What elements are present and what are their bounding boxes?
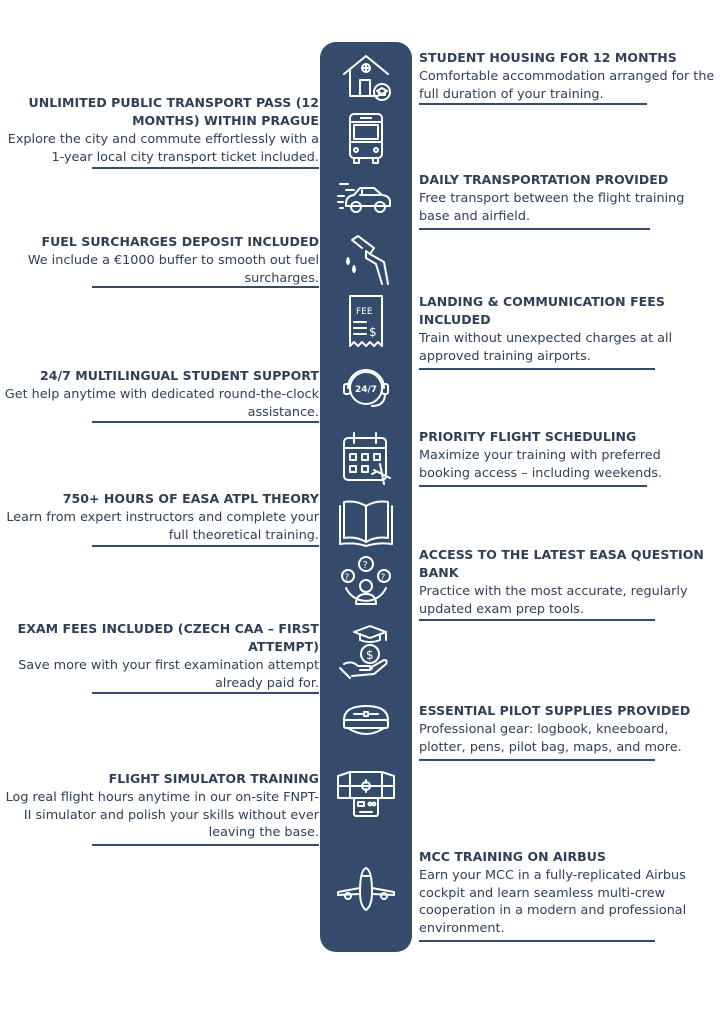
feature-description: Save more with your first examination attempt already paid for. <box>18 658 319 691</box>
feature-fuel-surcharges <box>0 233 319 287</box>
feature-description: Comfortable accommodation arranged for the full duration of your training. <box>419 69 715 102</box>
svg-text:$: $ <box>366 648 374 662</box>
divider <box>419 103 647 105</box>
feature-title: MCC TRAINING ON AIRBUS <box>419 849 606 864</box>
divider <box>92 421 319 423</box>
svg-text:?: ? <box>362 560 368 571</box>
pilot-cap-icon <box>336 690 396 750</box>
feature-title: FUEL SURCHARGES DEPOSIT INCLUDED <box>41 234 319 249</box>
feature-description: We include a €1000 buffer to smooth out fuel surcharges. <box>27 253 319 286</box>
divider <box>419 368 655 370</box>
feature-title: ACCESS TO THE LATEST EASA QUESTION BANK <box>419 547 704 580</box>
feature-student-housing <box>419 49 719 103</box>
divider <box>419 940 655 942</box>
svg-text:$: $ <box>369 325 377 339</box>
airplane-icon <box>336 862 396 922</box>
feature-description: Log real flight hours anytime in our on-site FNPT-II simulator and polish your skills without ever leaving the base. <box>5 790 319 840</box>
svg-text:?: ? <box>344 573 350 583</box>
divider <box>92 167 319 169</box>
feature-description: Explore the city and commute effortlessly with a 1-year local city transport ticket included. <box>7 132 319 165</box>
divider <box>92 286 319 288</box>
divider <box>92 545 319 547</box>
feature-description: Free transport between the flight training base and airfield. <box>419 191 685 224</box>
feature-title: LANDING & COMMUNICATION FEES INCLUDED <box>419 294 665 327</box>
divider <box>419 485 647 487</box>
feature-description: Professional gear: logbook, kneeboard, plotter, pens, pilot bag, maps, and more. <box>419 722 682 755</box>
feature-public-transport <box>1 94 319 166</box>
feature-description: Get help anytime with dedicated round-the-clock assistance. <box>4 387 319 420</box>
feature-description: Practice with the most accurate, regularly updated exam prep tools. <box>419 584 688 617</box>
feature-title: 750+ HOURS OF EASA ATPL THEORY <box>62 491 319 506</box>
feature-description: Earn your MCC in a fully-replicated Airbus cockpit and learn seamless multi-crew cooperation in a modern and professional environment. <box>419 868 687 936</box>
feature-title: STUDENT HOUSING FOR 12 MONTHS <box>419 50 677 65</box>
feature-student-support <box>0 367 319 421</box>
feature-title: UNLIMITED PUBLIC TRANSPORT PASS (12 MONTHS) WITHIN PRAGUE <box>28 95 319 128</box>
divider <box>92 692 319 694</box>
feature-daily-transportation <box>419 171 715 225</box>
fee-receipt-icon <box>336 292 396 352</box>
feature-landing-fees <box>419 293 709 365</box>
divider <box>419 228 650 230</box>
feature-exam-fees <box>3 620 319 692</box>
graduation-coin-hand-icon <box>336 622 396 682</box>
divider <box>92 844 319 846</box>
divider <box>419 619 655 621</box>
fuel-nozzle-icon <box>336 228 396 288</box>
svg-text:?: ? <box>380 573 386 583</box>
open-book-icon <box>336 492 396 552</box>
feature-title: EXAM FEES INCLUDED (CZECH CAA – FIRST ATTEMPT) <box>17 621 319 654</box>
question-person-icon <box>336 552 396 612</box>
feature-title: ESSENTIAL PILOT SUPPLIES PROVIDED <box>419 703 691 718</box>
feature-question-bank <box>419 546 714 618</box>
calendar-plane-icon <box>336 428 396 488</box>
feature-title: PRIORITY FLIGHT SCHEDULING <box>419 429 637 444</box>
feature-flight-simulator <box>0 770 319 842</box>
divider <box>419 759 655 761</box>
car-icon <box>336 168 396 228</box>
house-icon <box>336 46 396 106</box>
feature-description: Learn from expert instructors and complete your full theoretical training. <box>6 510 319 543</box>
feature-title: DAILY TRANSPORTATION PROVIDED <box>419 172 669 187</box>
feature-mcc-training <box>419 848 709 937</box>
feature-title: FLIGHT SIMULATOR TRAINING <box>108 771 319 786</box>
feature-description: Maximize your training with preferred booking access – including weekends. <box>419 448 663 481</box>
bus-icon <box>336 108 396 168</box>
support-24-7-icon <box>336 358 396 418</box>
svg-text:FEE: FEE <box>356 307 373 317</box>
feature-description: Train without unexpected charges at all approved training airports. <box>419 331 673 364</box>
feature-priority-scheduling <box>419 428 709 482</box>
feature-atpl-theory <box>0 490 319 544</box>
flight-simulator-icon <box>336 762 396 822</box>
feature-pilot-supplies <box>419 702 715 756</box>
feature-title: 24/7 MULTILINGUAL STUDENT SUPPORT <box>39 368 319 383</box>
svg-text:24/7: 24/7 <box>355 385 378 395</box>
